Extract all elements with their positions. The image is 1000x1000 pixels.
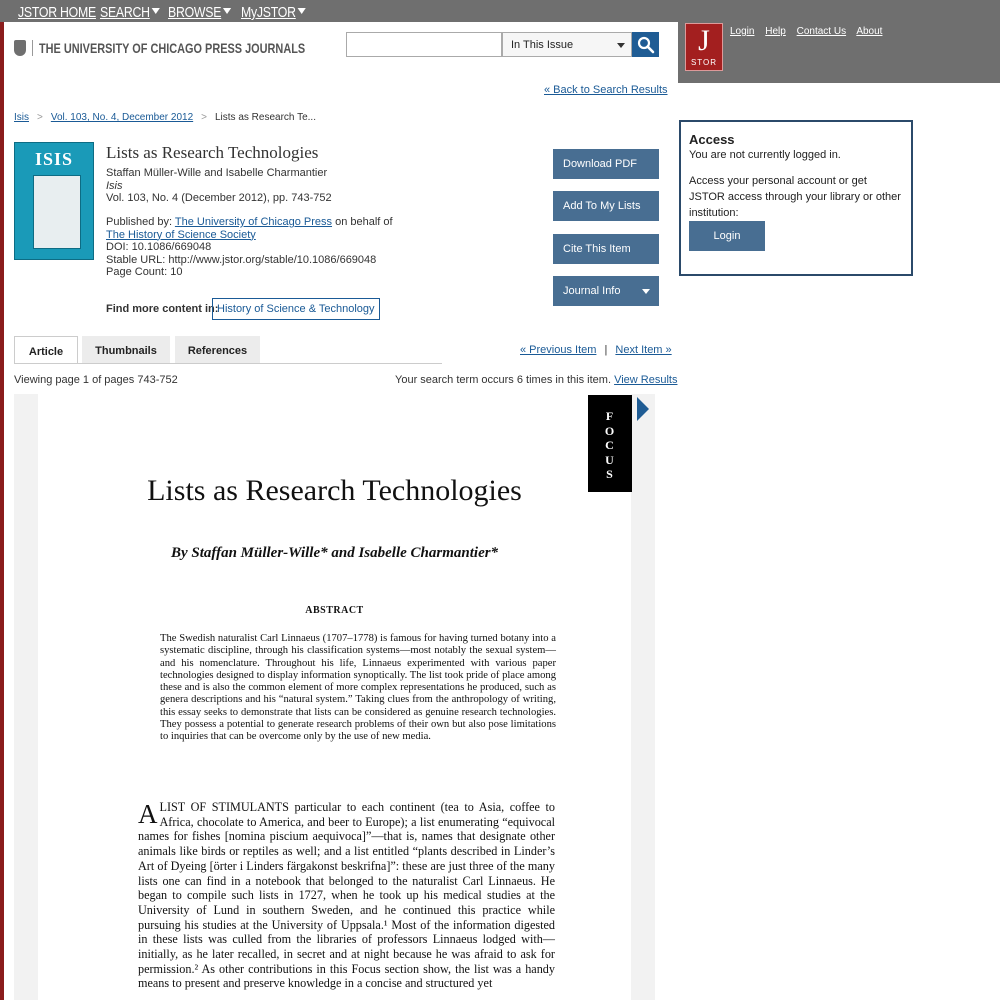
page-authors: By Staffan Müller-Wille* and Isabelle Charmantier* [170,545,499,561]
page-body-dropcap: A [138,799,158,829]
journal-info-label: Journal Info [563,285,621,297]
discipline-tag[interactable]: History of Science & Technology [212,298,380,320]
article-authors: Staffan Müller-Wille and Isabelle Charmantier [106,167,328,179]
viewing-page-info: Viewing page 1 of pages 743-752 [14,374,178,386]
cite-item-button[interactable]: Cite This Item [553,234,659,264]
focus-letter: F [605,409,615,423]
published-by-label: Published by: [106,216,173,228]
download-pdf-button[interactable]: Download PDF [553,149,659,179]
search-scope-value: In This Issue [511,39,574,51]
breadcrumb-issue[interactable]: Vol. 103, No. 4, December 2012 [50,112,194,123]
chevron-down-icon [617,43,625,48]
page-title: Lists as Research Technologies [147,474,522,507]
focus-letter: C [605,438,615,452]
cover-illustration [33,175,81,249]
focus-letter: O [604,423,616,438]
access-status: You are not currently logged in. [689,149,841,161]
jstor-logo[interactable] [685,23,723,71]
journal-info-button[interactable] [553,276,659,306]
page-image [38,394,631,1000]
help-link[interactable]: Help [765,26,786,37]
breadcrumb-separator: > [37,112,43,123]
search-scope-select[interactable] [502,32,632,57]
breadcrumb-separator: > [201,112,207,123]
nav-myjstor-label: MyJSTOR [241,4,296,21]
chevron-down-icon [223,8,231,14]
nav-myjstor[interactable] [241,4,306,21]
chevron-down-icon [151,8,159,14]
search-term-count: Your search term occurs 6 times in this item. [395,374,612,386]
add-to-lists-button[interactable]: Add To My Lists [553,191,659,221]
cover-title: ISIS [34,149,74,169]
article-publication-info [106,216,406,279]
account-links [730,26,890,37]
search-button[interactable] [632,32,659,57]
press-name: THE UNIVERSITY OF CHICAGO PRESS JOURNALS [39,40,306,56]
focus-section-tab [588,395,632,492]
view-results-link[interactable]: View Results [614,374,678,386]
tab-underline [14,363,442,364]
jstor-logo-letter: J [698,24,710,57]
tab-article[interactable]: Article [14,336,78,364]
page-viewer[interactable] [14,394,655,1000]
breadcrumb-journal[interactable]: Isis [14,112,29,123]
nav-jstor-home[interactable]: JSTOR HOME [18,4,96,21]
tab-references[interactable]: References [175,336,260,364]
item-nav-separator: | [604,344,608,356]
article-journal: Isis [106,179,123,192]
focus-letter: S [606,467,614,481]
contact-us-link[interactable]: Contact Us [796,26,847,37]
search-term-note [395,374,677,386]
nav-browse-label: BROWSE [168,4,222,21]
logo-divider [32,40,33,56]
search-icon [637,36,655,54]
article-volume: Vol. 103, No. 4 (December 2012), pp. 743-752 [106,192,332,204]
page-body-text: LIST OF STIMULANTS particular to each continent (tea to Asia, coffee to Africa, chocolate to America, and beer to Europe); a list enumerating “equivocal names for fishes [nomina piscium aequivoca]”—that is, names that designate other animals like birds or reptiles as well; and a list entitled “plants described in Linder’s Art of Dyeing [örter i Linders färgakonst beskrifna]”: these are just three of the many lists one can find in a notebook that belonged to the naturalist Carl Linnaeus. He began to compile such lists in 1727, when he took up his medical studies at the University of Lund in southern Sweden, and he continued this practice while pursuing his studies at the University of Uppsala.¹ Most of the information digested in these lists was culled from the libraries of professors Linnaeus lodged with—initially, as he later recalled, in secret and at night because he was afraid to ask for permission.² As other contributions in this Focus section show, the list was a handy means to present and preserve knowledge in a concise and structured yet [138,800,555,991]
article-doi: DOI: 10.1086/669048 [106,241,212,253]
back-to-results-link[interactable]: « Back to Search Results [544,84,668,96]
access-description: Access your personal account or get JSTOR access through your library or other institution: [689,175,901,219]
jstor-logo-text: STOR [690,58,718,67]
focus-letter: U [605,452,615,467]
page-body [138,800,555,991]
access-heading: Access [689,132,735,147]
breadcrumb-current: Lists as Research Te... [215,112,316,123]
next-page-arrow-icon[interactable] [637,397,649,421]
top-navigation [0,0,1000,22]
published-by [106,216,406,241]
left-accent-stripe [0,0,4,1000]
on-behalf-label: on behalf of [335,216,393,228]
find-more-label: Find more content in: [106,303,219,315]
article-meta [106,167,426,205]
access-panel [679,120,913,276]
item-navigation [520,344,672,356]
access-login-button[interactable]: Login [689,221,765,251]
page-abstract: The Swedish naturalist Carl Linnaeus (1707–1778) is famous for having turned botany into a systematic discipline, through his classification systems—most notably the sexual system—and his nomenclature. Throughout his life, Linnaeus experimented with various paper technologies designed to display information synoptically. The list took pride of place among these and is also the common element of more complex representations he produced, such as genera descriptions and his “natural system.” Taking clues from the anthropology of writing, this essay seeks to demonstrate that lists can be considered as genuine research technologies. They possess a potential to generate research problems of their own but also pose limitations to inquiries that can be overcome only by the use of new media. [160,633,556,743]
next-item-link[interactable]: Next Item » [615,344,672,356]
article-stable-url: Stable URL: http://www.jstor.org/stable/10.1086/669048 [106,253,377,266]
article-page-count: Page Count: 10 [106,266,183,278]
society-link[interactable]: The History of Science Society [106,228,256,241]
chevron-down-icon [297,8,305,14]
about-link[interactable]: About [856,26,883,37]
login-link[interactable]: Login [730,26,755,37]
article-title: Lists as Research Technologies [106,143,319,162]
nav-browse[interactable] [168,4,231,21]
chevron-down-icon [642,289,650,294]
nav-search[interactable] [100,4,160,21]
breadcrumb [14,112,316,123]
page-abstract-heading: ABSTRACT [305,605,364,616]
nav-search-label: SEARCH [100,4,150,21]
previous-item-link[interactable]: « Previous Item [520,344,597,356]
shield-icon [14,40,26,56]
search-input[interactable] [346,32,502,57]
tab-thumbnails[interactable]: Thumbnails [82,336,170,364]
journal-cover[interactable] [14,142,94,260]
publisher-link[interactable]: The University of Chicago Press [174,216,333,228]
press-logo[interactable] [14,40,380,56]
